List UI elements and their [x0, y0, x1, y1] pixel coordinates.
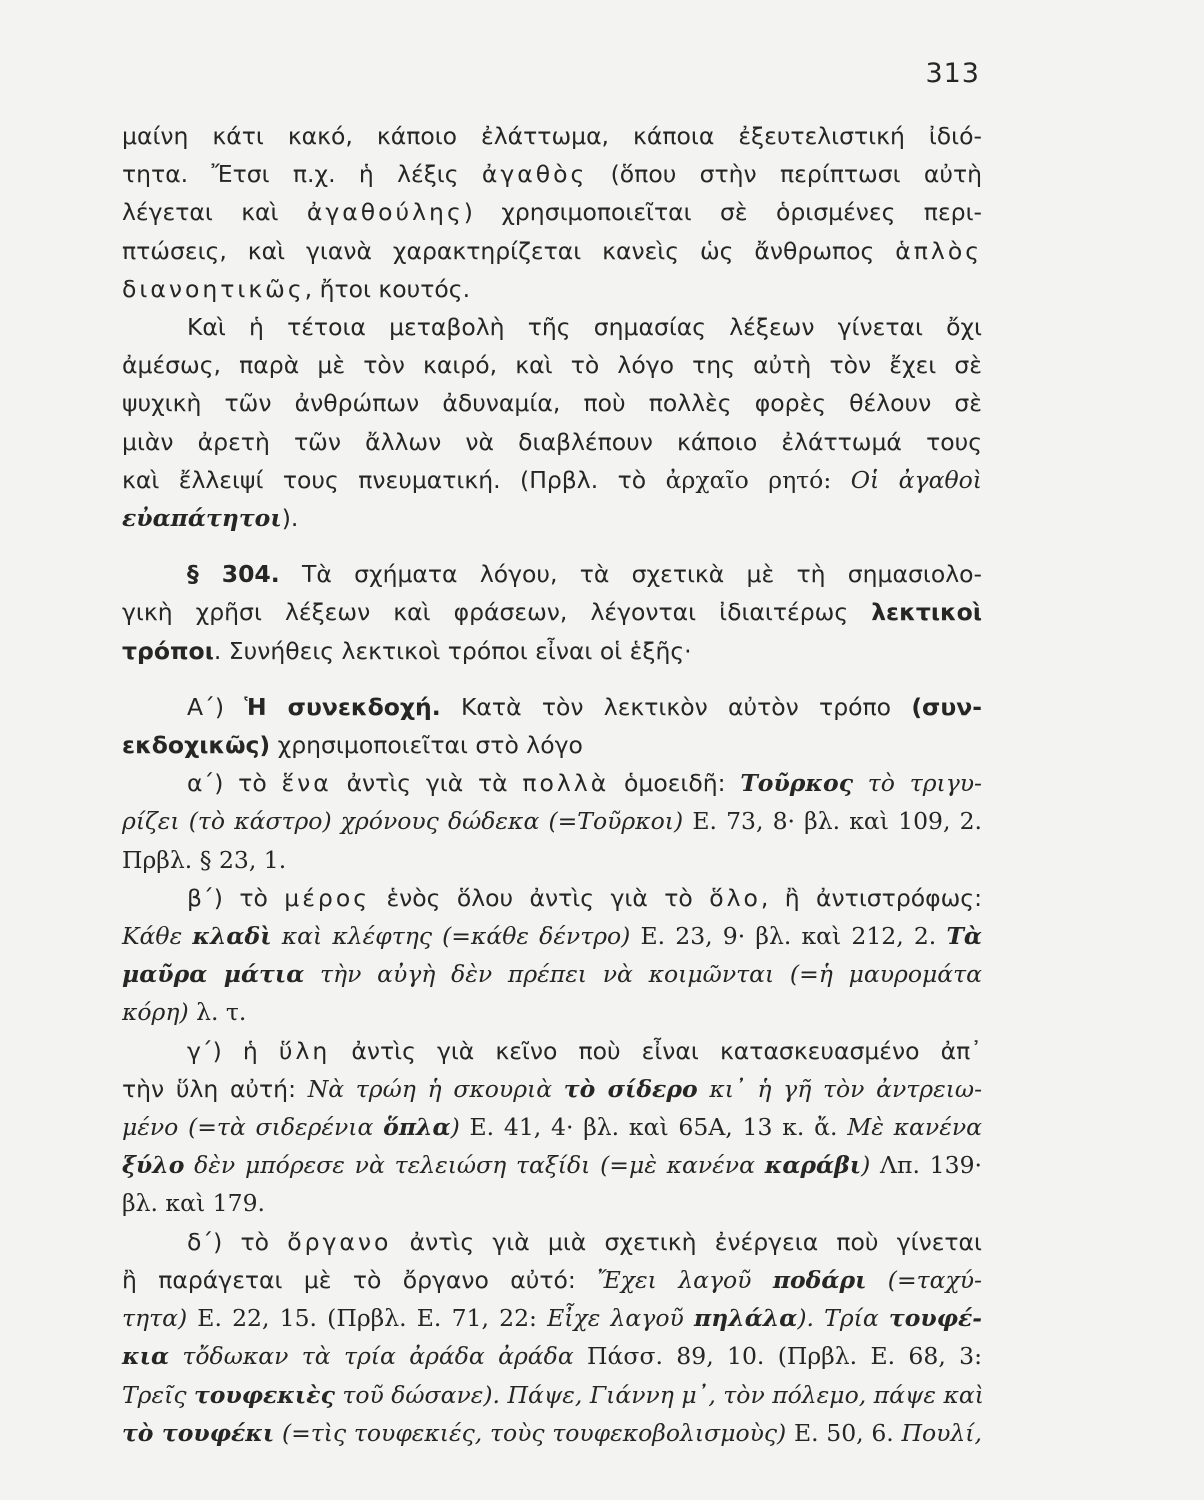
text-segment: Καὶ ἡ τέτοια μεταβολὴ τῆς σημασίας λέξεων γίνεται ὄχι — [187, 313, 982, 342]
text-segment: δ΄) τὸ — [187, 1227, 288, 1256]
text-segment: ἀμέσως, παρὰ μὲ τὸν καιρό, καὶ τὸ λόγο της αὐτὴ τὸν ἔχει σὲ — [122, 351, 982, 380]
text-segment: § 304. — [187, 560, 280, 589]
text-line — [122, 1184, 982, 1222]
text-segment: εκδοχικῶς) — [122, 731, 271, 760]
text-segment: τὴν αὐγὴ δὲν πρέπει νὰ κοιμῶνται (=ἡ μαυρομάτα — [304, 960, 982, 989]
text-segment: καράβι — [764, 1151, 862, 1180]
text-segment: Λπ. 139· — [870, 1151, 982, 1180]
text-segment: Τὰ — [946, 922, 983, 951]
text-segment: ἑνὸς ὅλου ἀντὶς γιὰ τὸ — [370, 883, 710, 912]
text-line — [122, 841, 982, 879]
text-segment: Νὰ τρώη ἡ σκουριὰ — [307, 1074, 564, 1103]
text-segment: ξύλο — [122, 1151, 185, 1180]
text-segment: τὴν ὕλη αὐτή: — [122, 1074, 308, 1103]
text-segment: ). — [281, 504, 299, 533]
text-segment: ἀντὶς γιὰ τὰ — [331, 769, 523, 798]
text-line — [122, 1299, 982, 1337]
text-segment: πτώσεις, καὶ γιανὰ χαρακτηρίζεται κανεὶς ὡς ἄνθρωπος — [122, 236, 896, 265]
text-segment: διανοητικῶς — [122, 274, 305, 303]
text-segment: γικὴ χρῆσι λέξεων καὶ φράσεων, λέγονται ἰδιαιτέρως — [122, 598, 872, 627]
text-segment — [831, 466, 850, 494]
text-segment: Κατὰ τὸν λεκτικὸν αὐτὸν τρόπο — [440, 692, 912, 721]
text-line — [122, 993, 982, 1031]
text-segment: Α΄) — [187, 692, 245, 721]
text-line — [122, 726, 982, 764]
text-segment: ὅπλα — [383, 1113, 451, 1142]
text-segment: τητα) — [122, 1304, 188, 1333]
text-line — [122, 764, 982, 802]
text-segment: βλ. καὶ 179. — [122, 1189, 265, 1218]
text-line — [122, 117, 982, 155]
text-segment: μαῦρα μάτια — [122, 960, 305, 989]
text-segment: ἀντὶς γιὰ μιὰ σχετικὴ ἐνέργεια ποὺ γίνεται — [391, 1227, 983, 1256]
text-segment: Τοῦρκος — [740, 769, 854, 798]
text-segment: κι᾽ ἡ γῆ τὸν ἀντρειω- — [697, 1074, 983, 1103]
text-segment: εὐαπάτητοι — [122, 504, 282, 533]
text-segment: . Συνήθεις λεκτικοὶ τρόποι εἶναι οἱ ἑξῆς· — [213, 636, 692, 665]
text-segment: τὄδωκαν τὰ τρία ἀράδα ἀράδα — [169, 1342, 574, 1371]
text-segment: ψυχικὴ τῶν ἀνθρώπων ἀδυναμία, ποὺ πολλὲς φορὲς θέλουν σὲ — [122, 389, 982, 418]
text-segment: καὶ ἔλλειψί τους πνευματική. (Πρβλ. τὸ — [122, 465, 666, 494]
text-segment: ). Τρία — [797, 1304, 889, 1333]
text-line — [122, 1223, 982, 1261]
text-segment: (συν- — [911, 692, 982, 721]
text-line — [122, 193, 982, 231]
text-segment: λέγεται καὶ — [122, 198, 307, 227]
text-segment: (ὅπου στὴν περίπτωσι αὐτὴ — [587, 160, 982, 189]
text-line — [122, 1376, 982, 1414]
text-segment: Τρεῖς — [122, 1380, 194, 1409]
text-segment: κλαδὶ — [192, 922, 272, 951]
body-text — [122, 117, 982, 1452]
text-segment: ) — [450, 1113, 460, 1142]
text-segment: τὸ τουφέκι — [122, 1418, 275, 1447]
text-segment: Ε. 23, 9· βλ. καὶ 212, 2. — [630, 922, 947, 951]
text-segment: τὸ τριγυ- — [853, 769, 982, 798]
text-segment: πηλάλα — [693, 1304, 798, 1333]
text-segment: ἕνα — [281, 769, 332, 798]
text-segment: μιὰν ἀρετὴ τῶν ἄλλων νὰ διαβλέπουν κάποιο ἐλάττωμά τους — [122, 427, 982, 456]
text-segment: ὄργανο — [287, 1227, 392, 1256]
text-segment: (=τὶς τουφεκιές, τοὺς τουφεκοβολισμοὺς) — [274, 1418, 787, 1447]
text-segment: , ἢ ἀντιστρόφως: — [760, 883, 983, 912]
text-segment: ὅλο — [709, 883, 761, 912]
text-segment: , ἤτοι κουτός. — [304, 274, 471, 303]
text-segment: ) — [861, 1151, 871, 1180]
text-segment: Τὰ σχήματα λόγου, τὰ σχετικὰ μὲ τὴ σημασιολο- — [279, 560, 982, 589]
text-segment: χρησιμοποιεῖται στὸ λόγο — [270, 731, 583, 760]
text-segment: Ε. 50, 6. — [786, 1418, 902, 1447]
text-segment: λεκτικοὶ — [871, 598, 982, 627]
text-segment: Πάσσ. 89, 10. (Πρβλ. Ε. 68, 3: — [573, 1342, 983, 1371]
text-line — [122, 346, 982, 384]
text-segment: μένο (=τὰ σιδερένια — [122, 1113, 384, 1142]
text-segment: πολλὰ — [522, 769, 610, 798]
text-segment: Ε. 41, 4· βλ. καὶ 65Α, 13 κ. ἄ. — [459, 1113, 848, 1142]
text-segment: ἀρχαῖο ρητό: — [665, 465, 832, 494]
text-segment: Πουλί, — [901, 1418, 982, 1447]
text-segment: ποδάρι — [772, 1265, 867, 1294]
text-line — [122, 917, 982, 955]
text-line — [122, 1337, 982, 1375]
text-line — [122, 802, 982, 840]
text-segment: μέρος — [284, 883, 371, 912]
text-line — [122, 1146, 982, 1184]
text-line — [122, 555, 982, 593]
text-segment: (=ταχύ- — [866, 1265, 982, 1294]
text-segment: μαίνη κάτι κακό, κάποιο ἐλάττωμα, κάποια ἐξευτελιστική ἰδιό- — [122, 122, 982, 150]
text-segment: ἀντὶς γιὰ κεῖνο ποὺ εἶναι κατασκευασμένο ἀπ᾽ — [330, 1036, 982, 1065]
text-segment: Μὲ κανένα — [847, 1113, 982, 1142]
text-line — [122, 308, 982, 346]
text-segment: τὸ σίδερο — [563, 1074, 698, 1103]
text-line — [122, 1032, 982, 1070]
text-segment: Ε. 73, 8· βλ. καὶ 109, 2. — [683, 807, 982, 836]
text-segment: Ἔχει λαγοῦ — [597, 1265, 773, 1294]
text-line — [122, 1261, 982, 1299]
text-segment: Οἱ ἀγαθοὶ — [850, 465, 982, 494]
text-line — [122, 270, 982, 308]
text-line — [122, 1414, 982, 1452]
text-segment: ἢ παράγεται μὲ τὸ ὄργανο αὐτό: — [122, 1265, 598, 1294]
text-segment: γ΄) ἡ — [187, 1036, 279, 1065]
text-segment: Ἡ συνεκδοχή. — [244, 692, 441, 721]
text-line — [122, 593, 982, 631]
text-line — [122, 688, 982, 726]
text-segment: κόρη) — [122, 998, 189, 1027]
text-line — [122, 461, 982, 499]
text-segment: τοῦ δώσανε). Πάψε, Γιάννη μ᾽, τὸν πόλεμο, πάψε καὶ — [334, 1380, 984, 1409]
text-segment: ἀγαθούλης — [306, 198, 464, 227]
text-segment: τρόποι — [122, 636, 214, 665]
text-segment: α΄) τὸ — [187, 769, 282, 798]
text-segment: τουφέ- — [888, 1304, 983, 1333]
text-segment: ἀγαθὸς — [481, 160, 588, 189]
text-segment: ρίζει (τὸ κάστρο) χρόνους δώδεκα (=Τοῦρκοι) — [122, 807, 684, 836]
text-segment: ἁπλὸς — [895, 236, 982, 265]
text-segment: ὁμοειδῆ: — [609, 769, 741, 798]
text-segment: κια — [122, 1342, 170, 1371]
text-line — [122, 1070, 982, 1108]
text-line — [122, 384, 982, 422]
text-line — [122, 955, 982, 993]
text-segment: Κάθε — [122, 922, 193, 951]
text-line — [122, 632, 982, 670]
text-line — [122, 423, 982, 461]
text-line — [122, 232, 982, 270]
page-number: 313 — [925, 58, 980, 89]
text-segment: καὶ κλέφτης (=κάθε δέντρο) — [271, 922, 631, 951]
text-segment: Εἶχε λαγοῦ — [547, 1304, 694, 1333]
text-segment: τητα. Ἔτσι π.χ. ἡ λέξις — [122, 160, 482, 189]
text-segment: ) χρησιμοποιεῖται σὲ ὁρισμένες περι- — [463, 198, 983, 227]
text-line — [122, 499, 982, 537]
text-segment: δὲν μπόρεσε νὰ τελειώση ταξίδι (=μὲ κανένα — [184, 1151, 765, 1180]
text-segment: λ. τ. — [188, 998, 247, 1027]
text-segment: τουφεκιὲς — [193, 1380, 335, 1409]
text-line — [122, 155, 982, 193]
text-segment: β΄) τὸ — [187, 883, 285, 912]
text-segment: Ε. 22, 15. (Πρβλ. Ε. 71, 22: — [187, 1304, 548, 1333]
text-segment: ὕλη — [278, 1036, 331, 1065]
text-line — [122, 879, 982, 917]
text-line — [122, 1108, 982, 1146]
text-segment: Πρβλ. § 23, 1. — [122, 845, 287, 874]
